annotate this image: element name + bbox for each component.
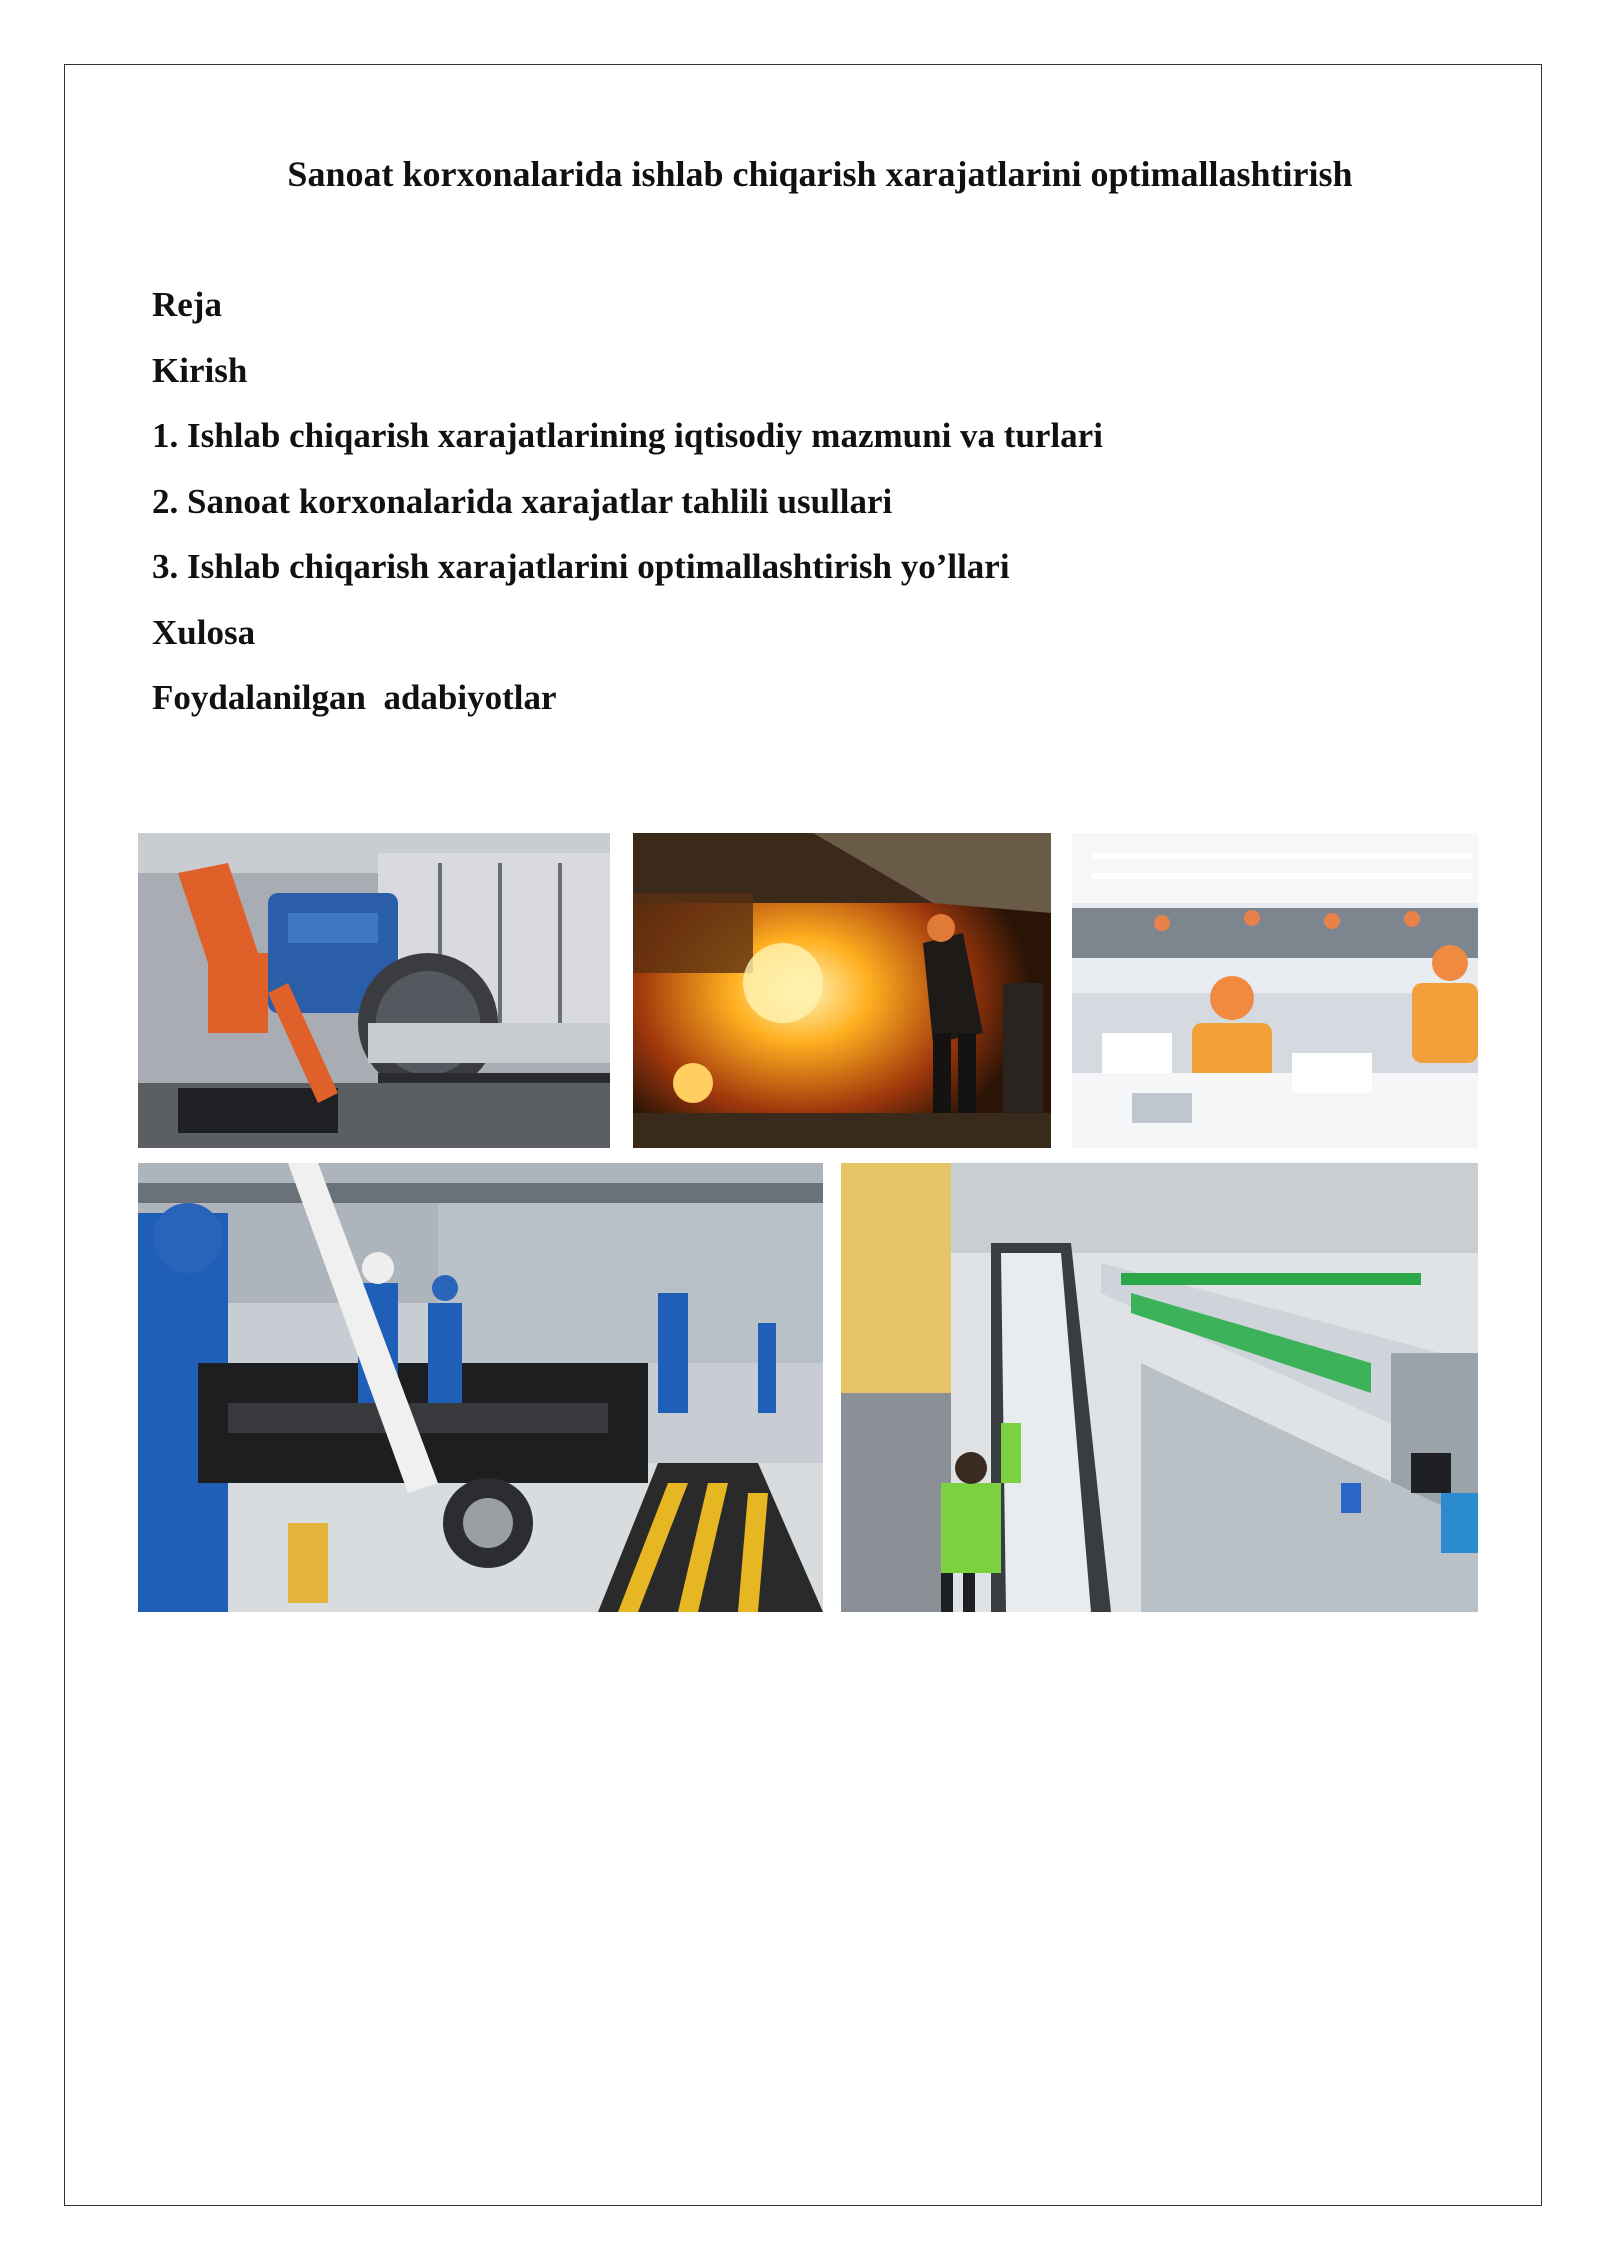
plan-item-2: 2. Sanoat korxonalarida xarajatlar tahlili usullari	[152, 481, 893, 521]
electronics-assembly-line-photo	[841, 1163, 1478, 1612]
sewing-workshop-photo	[1072, 833, 1478, 1148]
plan-item-references: Foydalanilgan adabiyotlar	[152, 678, 557, 717]
plan-list	[152, 280, 1103, 739]
plan-item-1: 1. Ishlab chiqarish xarajatlarining iqtisodiy mazmuni va turlari	[152, 416, 1103, 455]
plan-heading: Reja	[152, 285, 222, 324]
plan-item-conclusion: Xulosa	[152, 612, 256, 652]
engine-assembly-photo	[138, 833, 610, 1148]
steel-furnace-photo	[633, 833, 1051, 1148]
plan-item-3: 3. Ishlab chiqarish xarajatlarini optimallashtirish yo’llari	[152, 547, 1010, 586]
car-chassis-assembly-photo	[138, 1163, 823, 1612]
document-title: Sanoat korxonalarida ishlab chiqarish xarajatlarini optimallashtirish	[287, 154, 1353, 194]
plan-item-introduction: Kirish	[152, 350, 248, 390]
